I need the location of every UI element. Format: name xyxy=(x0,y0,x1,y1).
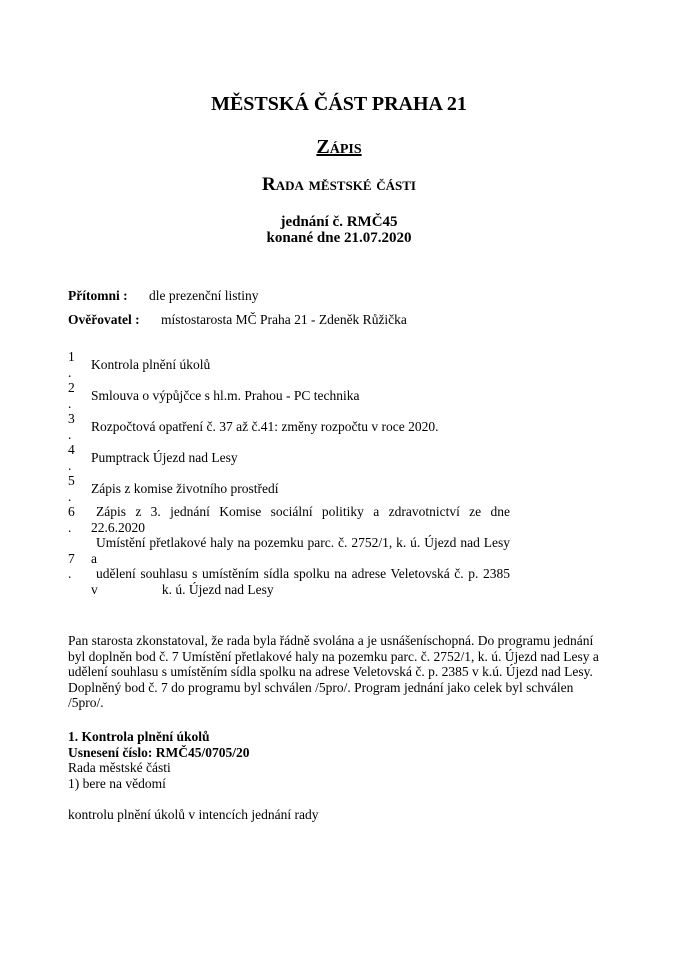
present-label: Přítomni : xyxy=(68,288,128,303)
resolution-body-line: Rada městské části xyxy=(68,760,171,775)
program-item-text xyxy=(91,450,510,466)
document-subtitle xyxy=(0,136,678,159)
program-item-line: Zápis z 3. jednání Komise sociální politiky a zdravotnictví ze dne xyxy=(96,504,510,519)
verifier-value: místostarosta MČ Praha 21 - Zdeněk Růžička xyxy=(160,312,407,327)
program-item-text xyxy=(91,357,510,373)
program-item xyxy=(68,349,510,380)
present-row xyxy=(68,288,608,304)
program-item-number: 7 . xyxy=(68,550,75,581)
program-item xyxy=(68,380,510,411)
program-item-number: 6 . xyxy=(68,504,75,535)
session-number: jednání č. RMČ45 xyxy=(280,214,398,230)
document-subtitle-text: Zápis xyxy=(316,136,362,158)
program-item-line: Pumptrack Újezd nad Lesy xyxy=(91,449,238,465)
program-list xyxy=(68,349,510,597)
session-info xyxy=(0,214,678,246)
program-item xyxy=(68,442,510,473)
resolution-heading: 1. Kontrola plnění úkolů xyxy=(68,729,210,744)
resolution-block xyxy=(68,729,602,822)
verifier-row xyxy=(68,312,608,328)
opening-paragraph: Pan starosta zkonstatoval, že rada byla řádně svolána a je usnášeníschopná. Do programu jednání byl doplněn bod č. 7 Umístění přetlakové haly na pozemku parc. č. 2752/1, k. ú. Újezd nad Lesy a udělení souhlasu s umístěním sídla spolku na adrese Veletovská č. p. 2385 v k.ú. Újezd nad Lesy. Doplněný bod č. 7 do programu byl schválen /5pro/. Program jednání jako celek byl schválen /5pro/. xyxy=(68,633,599,710)
program-item-line: Kontrola plnění úkolů xyxy=(91,356,211,372)
program-item xyxy=(68,473,510,504)
program-item-line: Rozpočtová opatření č. 37 až č.41: změny rozpočtu v roce 2020. xyxy=(91,418,439,434)
program-item-text xyxy=(91,419,510,435)
program-item-number: 3 . xyxy=(68,411,75,442)
program-item xyxy=(68,535,510,597)
present-value: dle prezenční listiny xyxy=(149,288,259,303)
program-item-text xyxy=(91,481,510,497)
program-item-line: Umístění přetlakové haly na pozemku parc. č. 2752/1, k. ú. Újezd nad Lesy xyxy=(96,535,510,550)
document-title: MĚSTSKÁ ČÁST PRAHA 21 xyxy=(211,93,467,115)
program-item-number: 5 . xyxy=(68,473,75,504)
resolution-note: kontrolu plnění úkolů v intencích jednání rady xyxy=(68,806,319,822)
program-item xyxy=(68,504,510,535)
verifier-label: Ověřovatel : xyxy=(68,312,140,327)
attendance-block xyxy=(68,288,608,336)
program-item-line: Zápis z komise životního prostředí xyxy=(91,480,279,496)
program-item-line: v k. ú. Újezd nad Lesy xyxy=(91,581,274,597)
program-item-line: Smlouva o výpůjčce s hl.m. Prahou - PC technika xyxy=(91,387,360,403)
resolution-body-line: 1) bere na vědomí xyxy=(68,775,166,791)
program-item-text xyxy=(91,535,510,597)
program-item-line: a xyxy=(91,550,97,566)
program-item-text xyxy=(91,504,510,535)
session-date: konané dne 21.07.2020 xyxy=(266,230,412,246)
program-item-text xyxy=(91,388,510,404)
program-item-line: udělení souhlasu s umístěním sídla spolku na adrese Veletovská č. p. 2385 xyxy=(96,566,510,581)
program-item-line: 22.6.2020 xyxy=(91,519,145,535)
program-item-number: 2 . xyxy=(68,380,75,411)
program-item-number: 4 . xyxy=(68,442,75,473)
council-heading: Rada městské části xyxy=(262,174,416,195)
resolution-number: Usnesení číslo: RMČ45/0705/20 xyxy=(68,744,250,760)
program-item xyxy=(68,411,510,442)
program-item-number: 1 . xyxy=(68,349,75,380)
